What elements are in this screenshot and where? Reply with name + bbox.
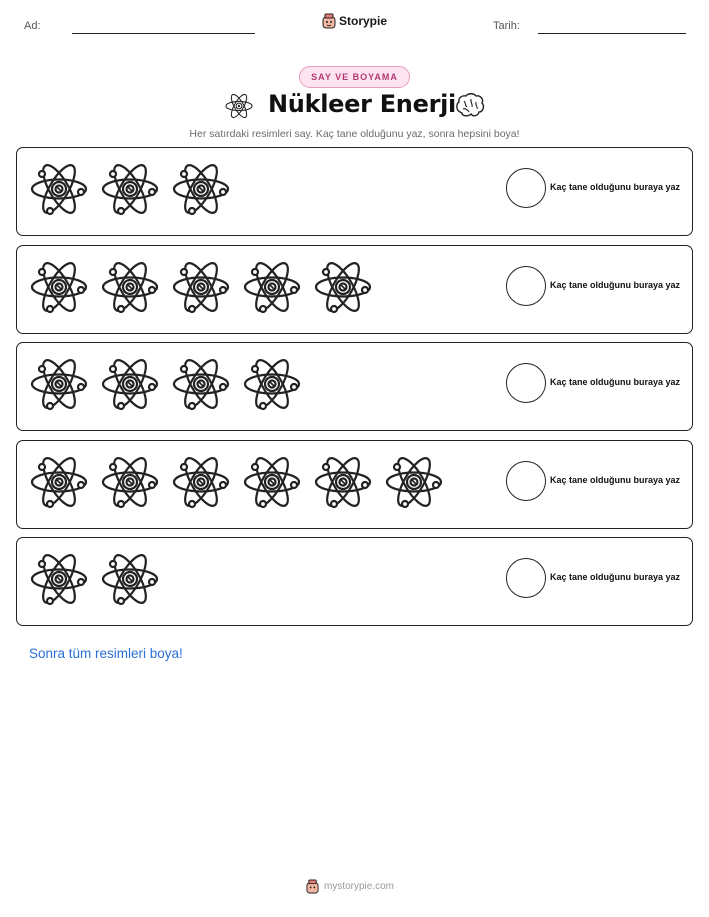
atom-icon[interactable] — [100, 160, 160, 218]
atom-icon[interactable] — [242, 453, 302, 511]
storypie-mascot-icon — [322, 13, 336, 29]
atom-icon[interactable] — [313, 258, 373, 316]
atom-group — [29, 355, 302, 413]
answer-circle[interactable] — [506, 461, 546, 501]
atom-icon[interactable] — [29, 258, 89, 316]
atom-group — [29, 550, 160, 608]
title-row — [0, 90, 709, 124]
count-row — [16, 342, 693, 431]
answer-circle[interactable] — [506, 558, 546, 598]
atom-group — [29, 258, 373, 316]
atom-icon[interactable] — [171, 355, 231, 413]
atom-icon[interactable] — [100, 258, 160, 316]
activity-badge: SAY VE BOYAMA — [299, 66, 410, 88]
page-title: Nükleer Enerji — [268, 90, 456, 118]
storypie-mascot-icon — [306, 879, 319, 894]
count-row — [16, 537, 693, 626]
answer-label: Kaç tane olduğunu buraya yaz — [550, 475, 681, 485]
coloring-note: Sonra tüm resimleri boya! — [29, 646, 183, 661]
atom-icon[interactable] — [171, 160, 231, 218]
footer-site: mystorypie.com — [324, 881, 395, 892]
atom-icon[interactable] — [100, 453, 160, 511]
atom-icon[interactable] — [29, 160, 89, 218]
storypie-logo — [322, 13, 387, 29]
name-line[interactable] — [72, 33, 255, 34]
instructions: Her satırdaki resimleri say. Kaç tane olduğunu yaz, sonra hepsini boya! — [189, 128, 520, 140]
atom-icon[interactable] — [29, 355, 89, 413]
atom-icon[interactable] — [100, 355, 160, 413]
brain-icon — [454, 92, 486, 120]
answer-circle[interactable] — [506, 266, 546, 306]
answer-label: Kaç tane olduğunu buraya yaz — [550, 280, 681, 290]
answer-circle[interactable] — [506, 363, 546, 403]
atom-icon[interactable] — [100, 550, 160, 608]
count-row — [16, 440, 693, 529]
answer-circle[interactable] — [506, 168, 546, 208]
atom-icon[interactable] — [384, 453, 444, 511]
atom-icon — [224, 92, 254, 120]
answer-label: Kaç tane olduğunu buraya yaz — [550, 377, 681, 387]
brand-name: Storypie — [339, 14, 388, 28]
date-label: Tarih: — [493, 20, 520, 32]
count-row — [16, 245, 693, 334]
atom-icon[interactable] — [29, 453, 89, 511]
atom-icon[interactable] — [29, 550, 89, 608]
count-row — [16, 147, 693, 236]
footer-logo — [306, 879, 394, 894]
atom-icon[interactable] — [242, 355, 302, 413]
atom-icon[interactable] — [171, 258, 231, 316]
atom-icon[interactable] — [313, 453, 373, 511]
atom-group — [29, 160, 231, 218]
date-line[interactable] — [538, 33, 686, 34]
atom-icon[interactable] — [171, 453, 231, 511]
atom-icon[interactable] — [242, 258, 302, 316]
atom-group — [29, 453, 444, 511]
name-label: Ad: — [24, 20, 41, 32]
answer-label: Kaç tane olduğunu buraya yaz — [550, 572, 681, 582]
answer-label: Kaç tane olduğunu buraya yaz — [550, 182, 681, 192]
